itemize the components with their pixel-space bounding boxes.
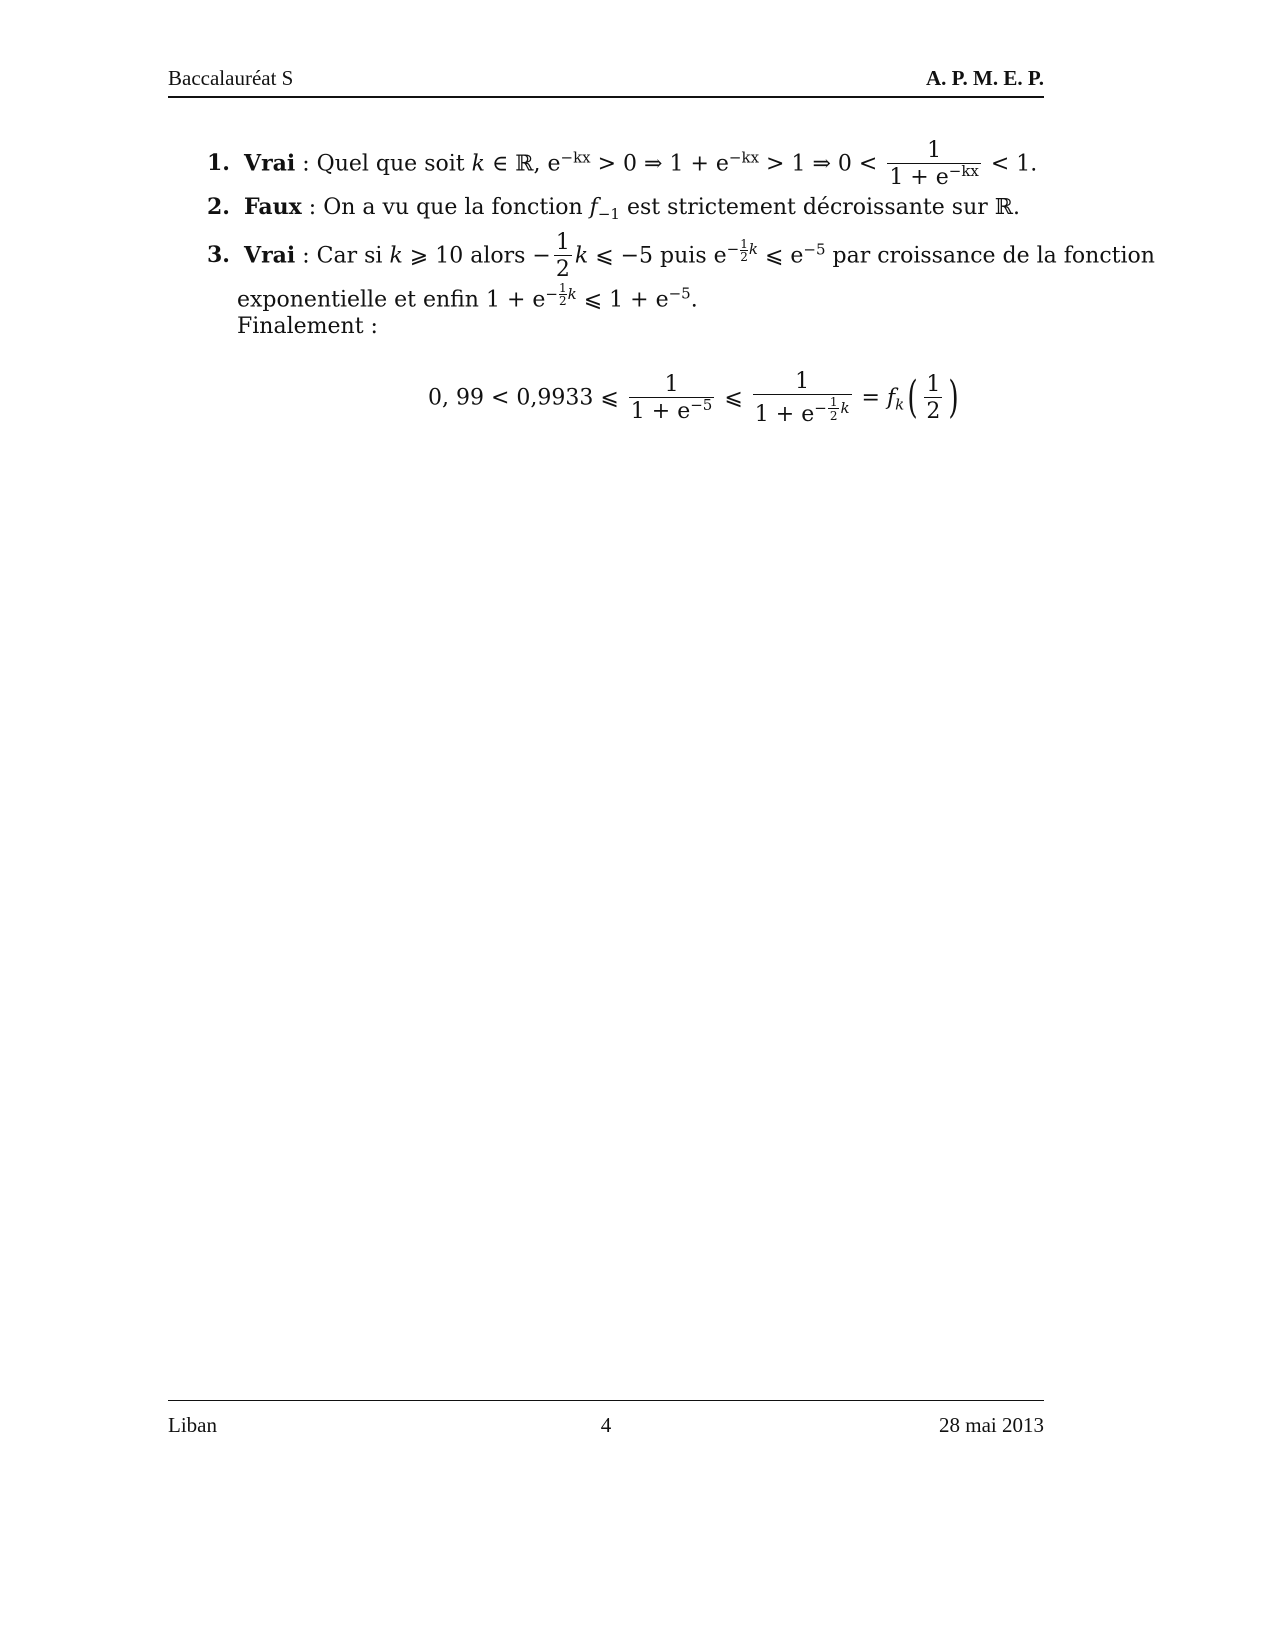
item-number: 2. [207,194,230,220]
conclusion-label: Finalement : [237,314,378,339]
footer-date: 28 mai 2013 [939,1413,1044,1437]
page-header [168,66,1044,98]
answer-keyword: Faux [244,194,302,220]
fraction: $\frac{1}{2}$ [926,372,941,425]
right-paren-glyph: ) [948,372,960,424]
page-number: 4 [600,1413,612,1437]
answer-keyword: Vrai [244,242,296,269]
page-footer [168,1400,1044,1441]
display-equation: 0, 99 < 0,9933 ⩽ $\frac{1}{1 + e^{-5}}$ ⩽ 1 $1 + e^{- \frac{1}{2} k}$ = $f_k$( $\frac{1}{2}$ ) [428,369,960,428]
answer-item-2: 2. Faux : On a vu que la fonction $f_{-1}$ est strictement décroissante sur ℝ. [207,194,1021,223]
item-number: 1. [207,150,230,177]
answer-keyword: Vrai [244,150,296,177]
answer-item-3-continuation: exponentielle et enfin $1 + e^{- \frac{1}{2} k}$ ⩽ $1 + e^{-5}$. [237,281,698,313]
fraction: $\frac{1}{2}$ [555,230,570,283]
header-exam-title: Baccalauréat S [168,66,294,90]
fraction: $\frac{1}{1 + e^{-5}}$ [630,372,713,425]
item-number: 3. [207,242,230,269]
fraction: 1 $1 + e^{- \frac{1}{2} k}$ [754,369,850,428]
header-organization: A. P. M. E. P. [925,66,1044,90]
answer-item-3: 3. Vrai : Car si k ⩾ 10 alors − $\frac{1}{2}$ k ⩽ −5 puis $e^{- \frac{1}{2} k}$ ⩽ $e^{-5}$ par croissance de la fonction [207,230,1155,283]
footer-location: Liban [168,1413,217,1437]
left-paren-glyph: ( [907,372,918,424]
fraction: $\frac{1}{1 + e^{-kx}}$ [889,138,979,191]
answer-item-1: 1. Vrai : Quel que soit k ∈ ℝ, $e^{-kx} > 0$ ⇒ $1 + e^{-kx} > 1$ ⇒ 0 < $\frac{1}{1 + e^{-kx}}$ < 1. [207,138,1038,191]
